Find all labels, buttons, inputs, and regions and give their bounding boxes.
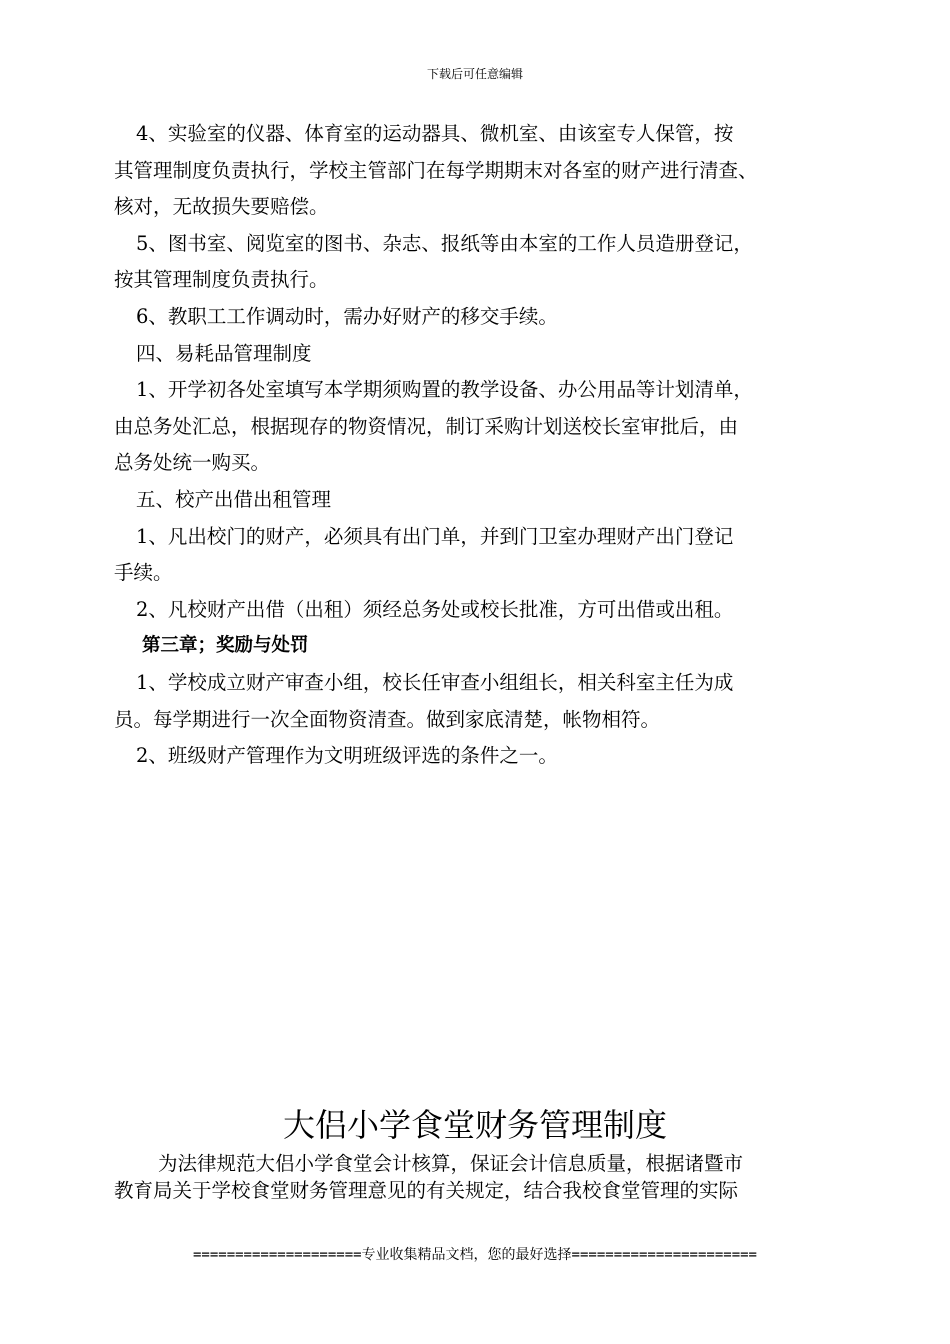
paragraph-line: 4、实验室的仪器、体育室的运动器具、微机室、由该室专人保管，按: [136, 122, 734, 145]
paragraph-line: 1、凡出校门的财产，必须具有出门单，并到门卫室办理财产出门登记: [136, 524, 734, 548]
paragraph-line: 2、班级财产管理作为文明班级评选的条件之一。: [136, 744, 558, 768]
intro-paragraph: [114, 1150, 844, 1204]
paragraph-line: 2、凡校财产出借（出租）须经总务处或校长批准，方可出借或出租。: [136, 597, 734, 621]
paragraph-line: 6、教职工工作调动时，需办好财产的移交手续。: [136, 304, 558, 328]
paragraph-line: 其管理制度负责执行，学校主管部门在每学期期末对各室的财产进行清查、: [114, 158, 758, 182]
paragraph-line: 1、学校成立财产审查小组，校长任审查小组组长，相关科室主任为成: [136, 670, 734, 694]
document-body: [114, 116, 844, 775]
document-title: 大侣小学食堂财务管理制度: [282, 1106, 667, 1144]
paragraph-line: 总务处统一购买。: [114, 451, 271, 475]
paragraph-line: 员。每学期进行一次全面物资清查。做到家底清楚，帐物相符。: [114, 707, 661, 731]
section-heading: 五、校产出借出租管理: [136, 487, 332, 511]
paragraph-line: 核对，无故损失要赔偿。: [114, 195, 329, 219]
paragraph-line: 手续。: [114, 561, 173, 585]
paragraph-line: 1、开学初各处室填写本学期须购置的教学设备、办公用品等计划清单，: [136, 378, 753, 402]
paragraph-line: 为法律规范大侣小学食堂会计核算，保证会计信息质量，根据诸暨市: [158, 1152, 744, 1175]
paragraph-line: 5、图书室、阅览室的图书、杂志、报纸等由本室的工作人员造册登记，: [136, 231, 753, 255]
paragraph-line: 由总务处汇总，根据现存的物资情况，制订采购计划送校长室审批后，由: [114, 414, 739, 438]
paragraph-line: 按其管理制度负责执行。: [114, 268, 329, 292]
section-heading: 四、易耗品管理制度: [136, 341, 312, 365]
chapter-heading: 第三章；奖励与处罚: [142, 635, 309, 657]
paragraph-line: 教育局关于学校食堂财务管理意见的有关规定，结合我校食堂管理的实际: [114, 1179, 739, 1202]
page-header: 下载后可任意编辑: [426, 67, 523, 81]
page-footer: ====================专业收集精品文档，您的最好选择======================: [192, 1247, 757, 1263]
